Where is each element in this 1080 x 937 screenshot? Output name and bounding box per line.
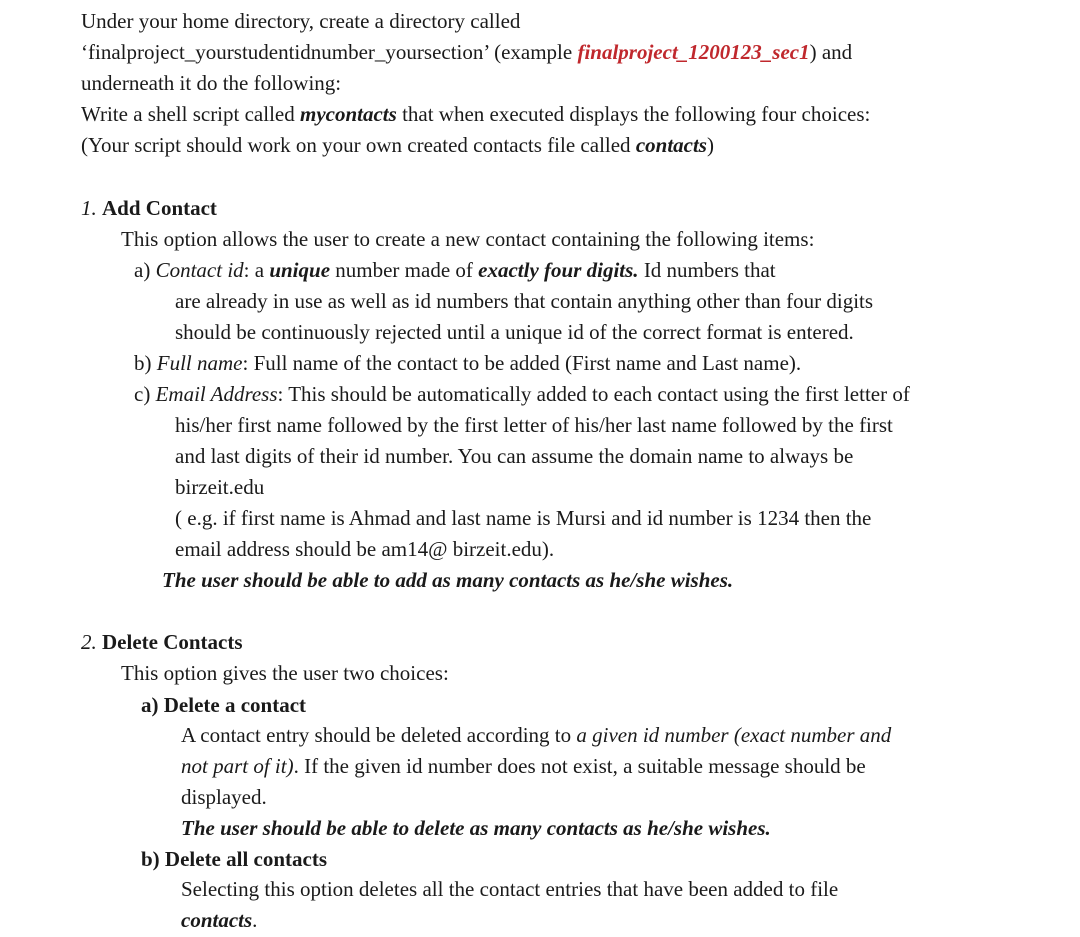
subsection-a-note: The user should be able to delete as many contacts as he/she wishes. <box>181 816 771 840</box>
section-1-note: The user should be able to add as many contacts as he/she wishes. <box>162 568 734 592</box>
section-title: Add Contact <box>102 196 217 220</box>
intro-text: that when executed displays the following four choices: <box>396 102 871 126</box>
intro-text: Under your home directory, create a directory called <box>81 9 521 33</box>
intro-line-5 <box>81 135 714 156</box>
section-number: 2. <box>81 630 97 654</box>
intro-text: ‘finalproject_yourstudentidnumber_yoursection’ (example <box>81 40 578 64</box>
subsection-b-line-2: contacts. <box>181 908 258 932</box>
term: Full name <box>156 351 243 375</box>
intro-text: (Your script should work on your own created contacts file called <box>81 133 636 157</box>
section-1-heading <box>81 198 217 219</box>
term: Email Address <box>155 382 278 406</box>
term: Contact id <box>155 258 244 282</box>
section-2-lead: This option gives the user two choices: <box>121 661 449 685</box>
intro-text: Write a shell script called <box>81 102 300 126</box>
emphasis: not part of it) <box>181 754 294 778</box>
intro-line-3 <box>81 73 341 94</box>
item-a-contact-id: a) Contact id: a unique number made of exactly four digits. Id numbers that <box>134 258 776 282</box>
example-directory-name: finalproject_1200123_sec1 <box>577 40 810 64</box>
section-title: Delete Contacts <box>102 630 243 654</box>
section-1-lead: This option allows the user to create a new contact containing the following items: <box>121 227 815 251</box>
subsection-b-title: b) Delete all contacts <box>141 847 328 871</box>
intro-text: ) <box>706 133 714 157</box>
intro-text: underneath it do the following: <box>81 71 342 95</box>
item-c-line-3: and last digits of their id number. You can assume the domain name to always be <box>175 444 854 468</box>
item-c-email-address: c) Email Address: This should be automatically added to each contact using the first letter of <box>134 382 910 406</box>
contacts-file-name: contacts <box>635 133 707 157</box>
subsection-b-line-1: Selecting this option deletes all the contact entries that have been added to file <box>181 877 839 901</box>
item-c-line-4: birzeit.edu <box>175 475 265 499</box>
item-b-full-name: b) Full name: Full name of the contact to be added (First name and Last name). <box>134 351 802 375</box>
item-a-line-2: are already in use as well as id numbers that contain anything other than four digits <box>175 289 874 313</box>
emphasis: exactly four digits. <box>478 258 639 282</box>
item-c-line-6: email address should be am14@ birzeit.edu). <box>175 537 555 561</box>
script-name: mycontacts <box>299 102 397 126</box>
item-a-line-3: should be continuously rejected until a unique id of the correct format is entered. <box>175 320 854 344</box>
section-number: 1. <box>81 196 97 220</box>
subsection-a-title: a) Delete a contact <box>141 693 307 717</box>
subsection-a-line-1: A contact entry should be deleted according to a given id number (exact number and <box>181 723 892 747</box>
subsection-a-line-2: not part of it). If the given id number does not exist, a suitable message should be <box>181 754 866 778</box>
intro-line-1 <box>81 11 520 32</box>
intro-text: ) and <box>809 40 853 64</box>
section-2-heading <box>81 632 243 653</box>
emphasis: a given id number (exact number and <box>576 723 892 747</box>
emphasis: unique <box>269 258 331 282</box>
intro-line-4 <box>81 104 870 125</box>
item-c-line-5: ( e.g. if first name is Ahmad and last name is Mursi and id number is 1234 then the <box>175 506 872 530</box>
item-c-line-2: his/her first name followed by the first letter of his/her last name followed by the first <box>175 413 893 437</box>
intro-line-2 <box>81 42 852 63</box>
contacts-file-name: contacts <box>181 908 253 932</box>
subsection-a-line-3: displayed. <box>181 785 267 809</box>
